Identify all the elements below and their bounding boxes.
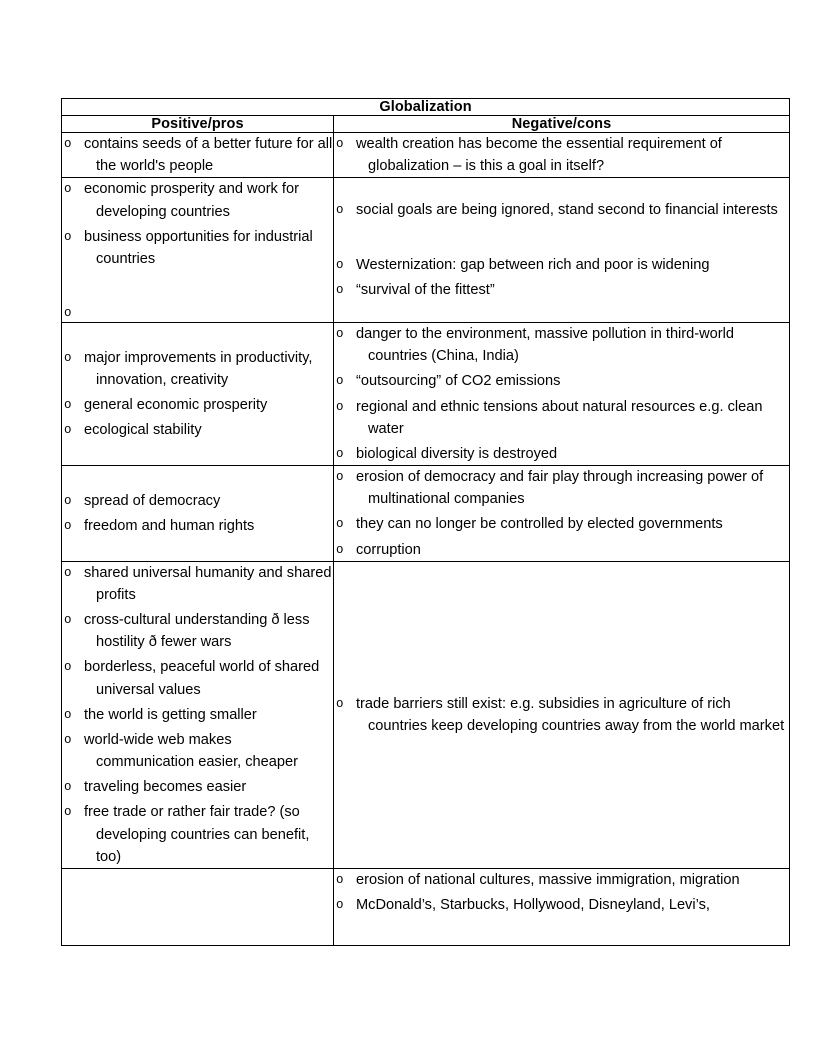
list-item (62, 490, 333, 512)
list-item (62, 562, 333, 606)
list-item-text: erosion of democracy and fair play through increasing power of multinational companies (356, 469, 764, 508)
list-item-text: borderless, peaceful world of shared universal values (84, 659, 320, 698)
bullet-marker-icon: o (336, 696, 344, 711)
list-item-text: social goals are being ignored, stand second to financial interests (356, 202, 778, 219)
list-item-text: trade barriers still exist: e.g. subsidies in agriculture of rich countries keep developing countries away from the world market (356, 695, 785, 734)
list-item-empty (62, 302, 333, 322)
table-row (62, 466, 790, 562)
row-2-negative-cell (334, 178, 790, 323)
list-item (334, 199, 789, 221)
list-item-text: shared universal humanity and shared profits (84, 564, 332, 603)
bullet-list (62, 178, 333, 322)
bullet-list (334, 323, 789, 465)
list-item-text: corruption (356, 541, 421, 558)
list-item-text: cross-cultural understanding ð less hostility ð fewer wars (84, 612, 310, 651)
row-5-negative-cell (334, 561, 790, 868)
column-header-negative: Negative/cons (334, 116, 790, 133)
list-item-text: “outsourcing” of CO2 emissions (356, 373, 561, 390)
list-item (334, 869, 789, 891)
list-item-text: biological diversity is destroyed (356, 445, 558, 462)
table-row (62, 868, 790, 945)
row-4-negative-cell (334, 466, 790, 562)
list-item (334, 443, 789, 465)
bullet-marker-icon: o (336, 257, 344, 272)
table-row (62, 561, 790, 868)
column-header-positive: Positive/pros (62, 116, 334, 133)
bullet-list (62, 133, 333, 177)
list-item (334, 254, 789, 276)
list-item-text: erosion of national cultures, massive immigration, migration (356, 871, 740, 888)
bullet-marker-icon: o (336, 872, 344, 887)
pros-cons-table-container (61, 98, 789, 946)
row-6-negative-cell (334, 868, 790, 945)
row-6-positive-cell (62, 868, 334, 945)
bullet-marker-icon: o (336, 898, 344, 913)
bullet-marker-icon: o (64, 423, 72, 438)
list-item-text: free trade or rather fair trade? (so developing countries can benefit, too) (84, 804, 310, 865)
list-item (62, 133, 333, 177)
spacer (334, 225, 789, 251)
list-item (62, 609, 333, 653)
spacer (334, 919, 789, 945)
table-row (62, 323, 790, 466)
list-item (62, 347, 333, 391)
bullet-marker-icon: o (64, 613, 72, 628)
row-1-negative-cell (334, 133, 790, 178)
list-item-text: Westernization: gap between rich and poor is widening (356, 256, 710, 273)
list-item (334, 133, 789, 177)
bullet-marker-icon: o (64, 398, 72, 413)
spacer (62, 273, 333, 299)
bullet-marker-icon: o (64, 137, 72, 151)
bullet-marker-icon: o (336, 542, 344, 557)
list-item (62, 419, 333, 441)
list-item-text: general economic prosperity (84, 397, 268, 414)
table-header-row (62, 116, 790, 133)
table-row (62, 178, 790, 323)
bullet-list (62, 347, 333, 442)
list-item-text: economic prosperity and work for developing countries (84, 181, 299, 220)
bullet-list (334, 133, 789, 177)
bullet-marker-icon: o (336, 282, 344, 297)
row-5-positive-cell (62, 561, 334, 868)
bullet-marker-icon: o (336, 470, 344, 485)
bullet-marker-icon: o (64, 732, 72, 747)
row-3-positive-cell (62, 323, 334, 466)
bullet-list (334, 869, 789, 945)
list-item (334, 894, 789, 916)
bullet-marker-icon: o (336, 446, 344, 461)
list-item (62, 729, 333, 773)
list-item (62, 226, 333, 270)
bullet-marker-icon: o (64, 805, 72, 820)
bullet-marker-icon: o (336, 517, 344, 532)
bullet-marker-icon: o (64, 350, 72, 365)
list-item-text: major improvements in productivity, innovation, creativity (84, 349, 313, 388)
row-4-positive-cell (62, 466, 334, 562)
list-item (62, 656, 333, 700)
bullet-marker-icon: o (336, 203, 344, 218)
list-item (334, 279, 789, 301)
globalization-pros-cons-table (61, 98, 790, 946)
list-item (62, 801, 333, 868)
table-title: Globalization (62, 99, 790, 116)
list-item (334, 396, 789, 440)
bullet-marker-icon: o (64, 493, 72, 508)
list-item-text: danger to the environment, massive pollution in third-world countries (China, India) (356, 326, 735, 365)
list-item (62, 515, 333, 537)
bullet-list (334, 693, 789, 737)
table-title-row (62, 99, 790, 116)
bullet-marker-icon: o (64, 565, 72, 580)
list-item-text: traveling becomes easier (84, 779, 247, 796)
bullet-marker-icon: o (336, 399, 344, 414)
bullet-list (62, 562, 333, 868)
bullet-marker-icon: o (336, 327, 344, 342)
bullet-marker-icon: o (64, 518, 72, 533)
bullet-marker-icon: o (64, 182, 72, 197)
list-item-text: business opportunities for industrial countries (84, 228, 313, 267)
list-item (334, 370, 789, 392)
bullet-list (334, 466, 789, 561)
bullet-marker-icon: o (336, 374, 344, 389)
list-item (334, 466, 789, 510)
list-item (62, 178, 333, 222)
list-item-text: “survival of the fittest” (356, 281, 495, 298)
list-item (62, 776, 333, 798)
list-item-text: freedom and human rights (84, 517, 255, 534)
list-item (334, 513, 789, 535)
bullet-marker-icon: o (64, 707, 72, 722)
list-item-text: world-wide web makes communication easier, cheaper (84, 731, 298, 771)
table-row (62, 133, 790, 178)
bullet-marker-icon: o (64, 660, 72, 675)
bullet-marker-icon: o (336, 137, 344, 151)
list-item (334, 693, 789, 737)
list-item-text: the world is getting smaller (84, 706, 257, 723)
list-item-text: contains seeds of a better future for all the world's people (84, 136, 333, 175)
list-item-text: regional and ethnic tensions about natural resources e.g. clean water (356, 398, 763, 437)
list-item (62, 394, 333, 416)
list-item (62, 704, 333, 726)
list-item-text: ecological stability (84, 422, 202, 439)
bullet-list (334, 199, 789, 301)
bullet-list (62, 490, 333, 537)
row-2-positive-cell (62, 178, 334, 323)
bullet-marker-icon: o (64, 306, 72, 321)
row-1-positive-cell (62, 133, 334, 178)
row-3-negative-cell (334, 323, 790, 466)
bullet-marker-icon: o (64, 229, 72, 244)
list-item-text: wealth creation has become the essential requirement of globalization – is this a goal in itself? (356, 136, 722, 175)
list-item (334, 323, 789, 367)
list-item-text: spread of democracy (84, 492, 221, 509)
list-item-text: McDonald’s, Starbucks, Hollywood, Disneyland, Levi’s, (356, 897, 710, 914)
list-item (334, 539, 789, 561)
list-item-text: they can no longer be controlled by elected governments (356, 516, 723, 533)
bullet-marker-icon: o (64, 780, 72, 795)
